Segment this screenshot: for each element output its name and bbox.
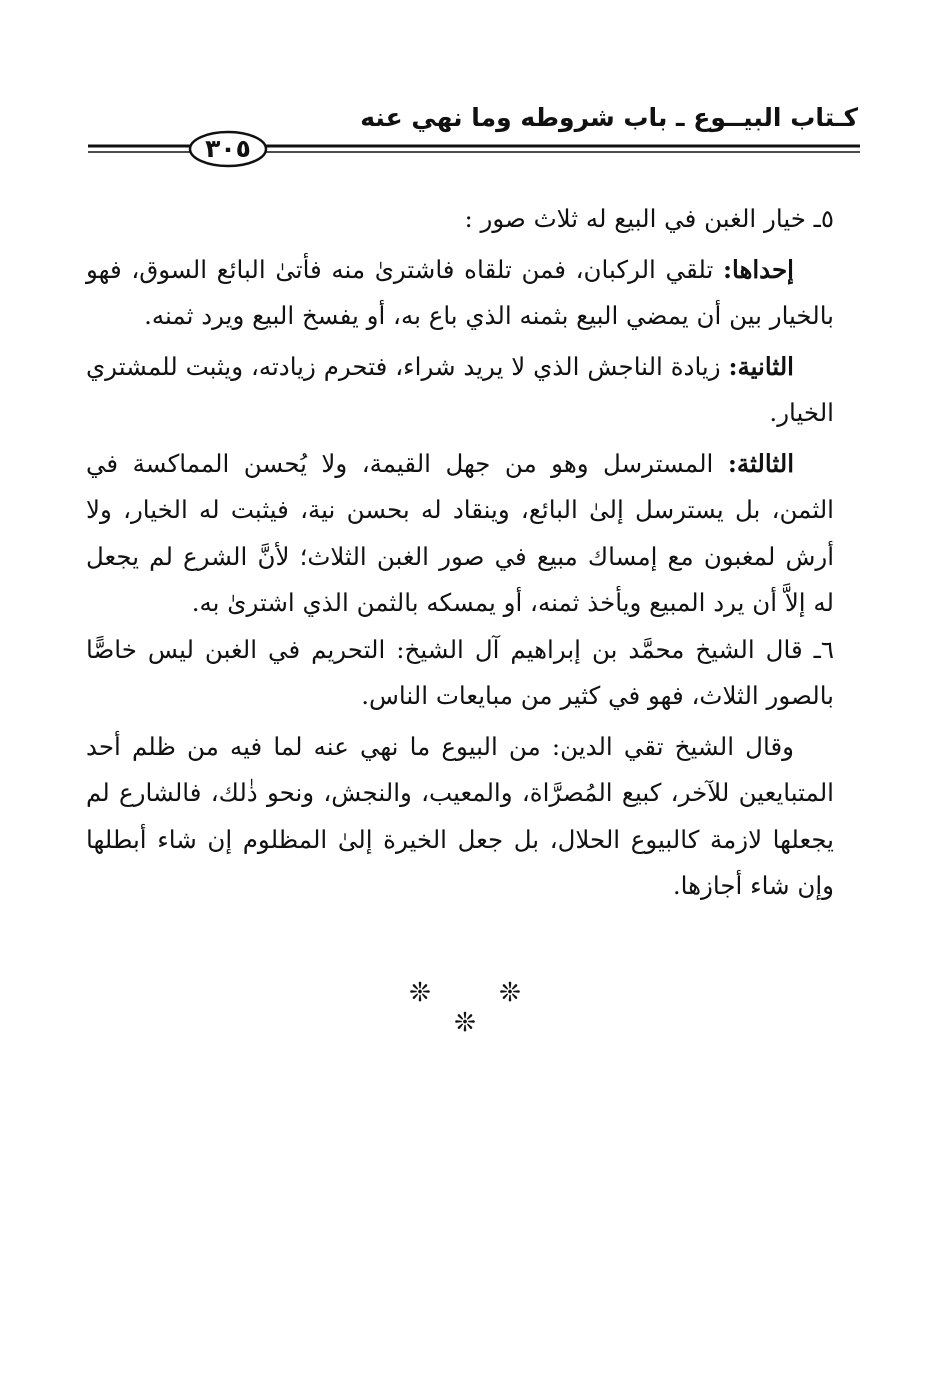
- section-end-ornament: ❊ ❊ ❊: [409, 978, 551, 1038]
- label-second: الثانية:: [728, 351, 794, 381]
- page-number: ٣٠٥: [205, 134, 251, 163]
- text-second: زيادة الناجش الذي لا يريد شراء، فتحرم زيادته، ويثبت للمشتري الخيار.: [86, 351, 834, 427]
- label-third: الثالثة:: [727, 448, 794, 478]
- running-title: كـتاب البيــوع ـ باب شروطه وما نهي عنه: [360, 103, 858, 132]
- paragraph-first: [86, 247, 834, 340]
- text-third: المسترسل وهو من جهل القيمة، ولا يُحسن المماكسة في الثمن، بل يسترسل إلىٰ البائع، وينقاد له بحسن نية، فيثبت له الخيار، ولا أرش لمغبون مع إمساك مبيع في صور الغبن الثلاث؛ لأنَّ الشرع لم يجعل له إلاَّ أن يرد المبيع ويأخذ ثمنه، أو يمسكه بالثمن الذي اشترىٰ به.: [86, 448, 834, 617]
- paragraph-second: [86, 344, 834, 437]
- quote-taqi-al-din: وقال الشيخ تقي الدين: من البيوع ما نهي عنه لما فيه من ظلم أحد المتبايعين للآخر، كبيع المُصرَّاة، والمعيب، والنجش، ونحو ذٰلك، فالشارع لم يجعلها لازمة كالبيوع الحلال، بل جعل الخيرة إلىٰ المظلوم إن شاء أبطلها وإن شاء أجازها.: [86, 731, 834, 900]
- item-5-heading: ٥ـ خيار الغبن في البيع له ثلاث صور :: [464, 204, 834, 233]
- label-first: إحداها:: [722, 254, 794, 284]
- text-first: تلقي الركبان، فمن تلقاه فاشترىٰ منه فأتىٰ البائع السوق، فهو بالخيار بين أن يمضي البيع بثمنه الذي باع به، أو يفسخ البيع ويرد ثمنه.: [86, 254, 834, 330]
- body-text: [86, 196, 834, 910]
- item-6-text: ٦ـ قال الشيخ محمَّد بن إبراهيم آل الشيخ: التحريم في الغبن ليس خاصًّا بالصور الثلاث، فهو في كثير من مبايعات الناس.: [86, 634, 834, 710]
- paragraph-third: [86, 441, 834, 627]
